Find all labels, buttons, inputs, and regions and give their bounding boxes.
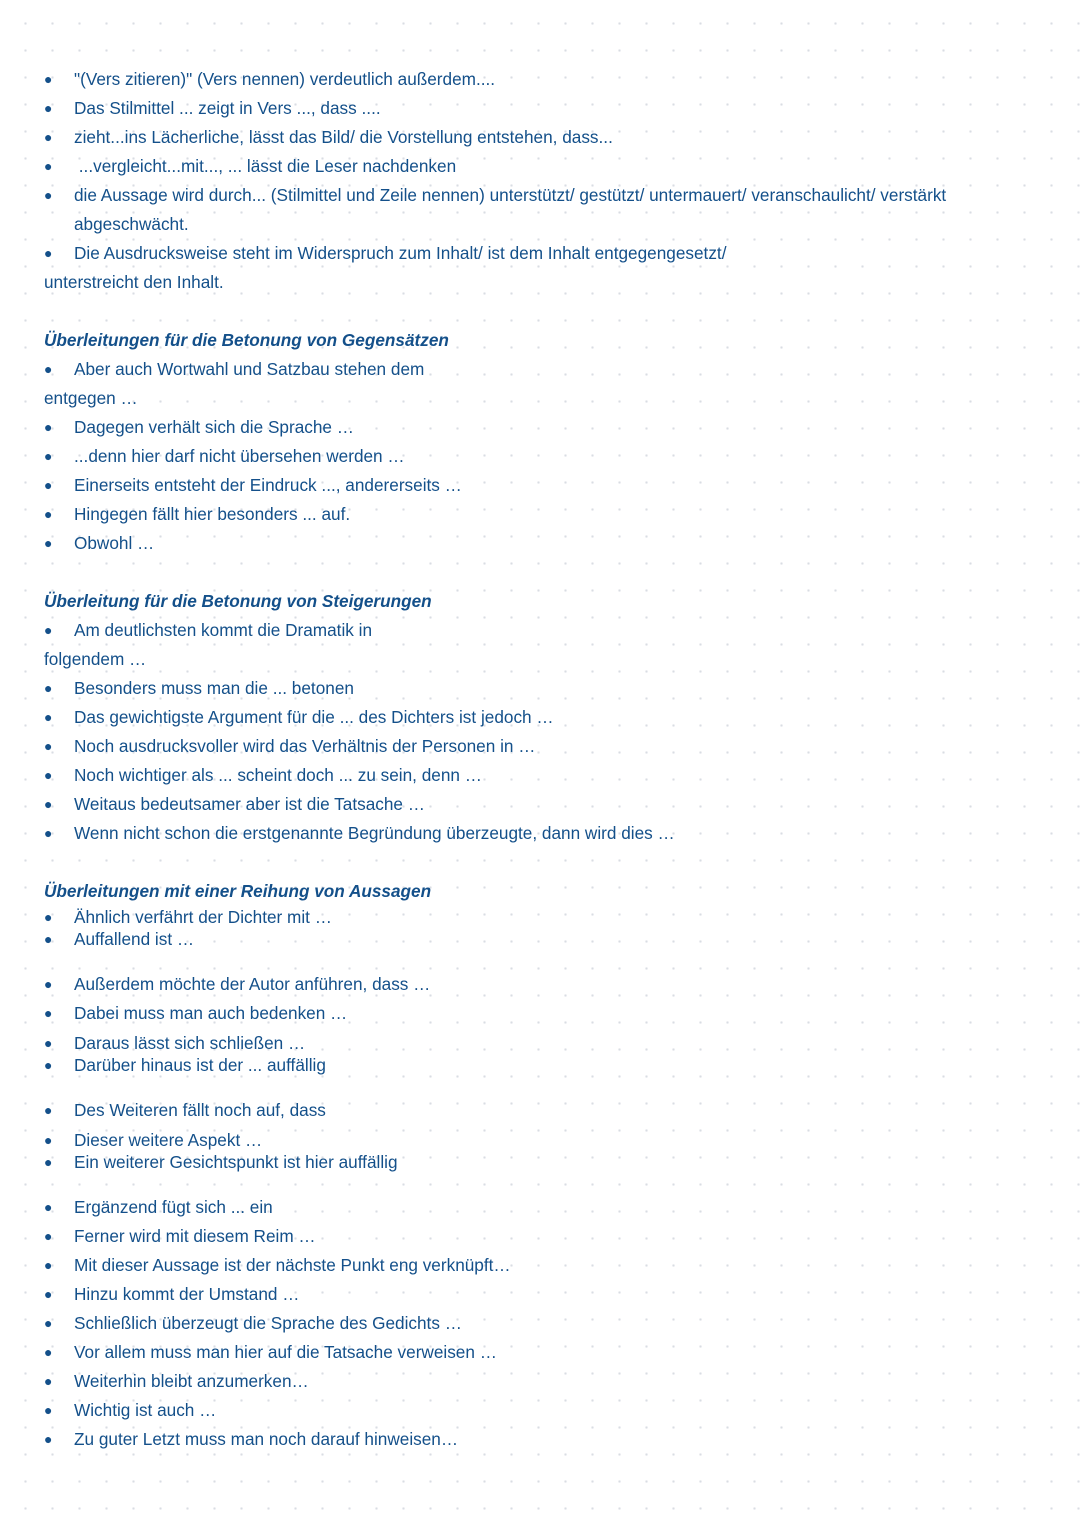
list-item — [44, 906, 1034, 928]
list-item — [44, 1425, 1034, 1454]
list-item — [44, 999, 1034, 1028]
bullet-icon: ● — [44, 71, 53, 87]
list-item-text: Obwohl … — [74, 533, 155, 553]
section-heading: Überleitungen für die Betonung von Gegensätzen — [44, 330, 449, 350]
bullet-icon: ● — [44, 361, 53, 377]
bullet-icon: ● — [44, 245, 53, 261]
list-item-text: "(Vers zitieren)" (Vers nennen) verdeutlich außerdem.... — [74, 69, 496, 89]
list-item — [44, 1054, 1034, 1076]
list-item-text: Wenn nicht schon die erstgenannte Begründung überzeugte, dann wird dies … — [74, 823, 675, 843]
intro-list — [44, 65, 1034, 297]
bullet-icon: ● — [44, 767, 53, 783]
bullet-icon: ● — [44, 1344, 53, 1360]
bullet-icon: ● — [44, 448, 53, 464]
bullet-icon: ● — [44, 1315, 53, 1331]
list-item — [44, 970, 1034, 999]
list-item — [44, 471, 1034, 500]
list-item — [44, 1096, 1034, 1125]
list-item — [44, 1309, 1034, 1338]
section-reihung — [44, 877, 1034, 1454]
bullet-icon: ● — [44, 1431, 53, 1447]
bullet-icon: ● — [44, 1154, 53, 1170]
bullet-icon: ● — [44, 1402, 53, 1418]
bullet-icon: ● — [44, 419, 53, 435]
list-item-text: Schließlich überzeugt die Sprache des Gedichts … — [74, 1313, 462, 1333]
list-item-text: Einerseits entsteht der Eindruck ..., andererseits … — [74, 475, 462, 495]
list-item-text: Aber auch Wortwahl und Satzbau stehen dem — [74, 359, 425, 379]
bullet-icon: ● — [44, 100, 53, 116]
list-item-text: Außerdem möchte der Autor anführen, dass … — [74, 974, 431, 994]
list-item-text: Besonders muss man die ... betonen — [74, 678, 354, 698]
bullet-icon: ● — [44, 825, 53, 841]
bullet-icon: ● — [44, 680, 53, 696]
bullet-icon: ● — [44, 1102, 53, 1118]
list-item — [44, 674, 1034, 703]
list-continuation: entgegen … — [44, 388, 138, 408]
bullet-icon: ● — [44, 1373, 53, 1389]
list-item — [44, 1396, 1034, 1425]
list-item-text: Ferner wird mit diesem Reim … — [74, 1226, 316, 1246]
list-item — [44, 732, 1034, 761]
section-heading: Überleitungen mit einer Reihung von Aussagen — [44, 881, 432, 901]
bullet-icon: ● — [44, 187, 53, 203]
list-item — [44, 1251, 1034, 1280]
bullet-icon: ● — [44, 709, 53, 725]
list-item-text: Daraus lässt sich schließen … — [74, 1033, 306, 1053]
bullet-icon: ● — [44, 1257, 53, 1273]
list-item-text: Wichtig ist auch … — [74, 1400, 217, 1420]
bullet-icon: ● — [44, 1005, 53, 1021]
list-item — [44, 123, 1034, 152]
list-item — [44, 1280, 1034, 1309]
list-item-text: die Aussage wird durch... (Stilmittel und Zeile nennen) unterstützt/ gestützt/ untermauert/ veranschaulicht/ verstärkt abgeschwächt. — [74, 185, 947, 234]
bullet-icon: ● — [44, 1132, 53, 1148]
list-item-text: Noch wichtiger als ... scheint doch ... zu sein, denn … — [74, 765, 482, 785]
list-item-text: Ein weiterer Gesichtspunkt ist hier auffällig — [74, 1152, 398, 1172]
section-steigerungen — [44, 587, 1034, 848]
list-item — [44, 761, 1034, 790]
list-item — [44, 790, 1034, 819]
list-item — [44, 1032, 1034, 1054]
list-item — [44, 928, 1034, 950]
bullet-icon: ● — [44, 738, 53, 754]
bullet-icon: ● — [44, 1057, 53, 1073]
list-item — [44, 413, 1034, 442]
list-item-text: ...vergleicht...mit..., ... lässt die Leser nachdenken — [74, 156, 457, 176]
list-item-text: Dieser weitere Aspekt … — [74, 1130, 263, 1150]
list-item-text: ...denn hier darf nicht übersehen werden … — [74, 446, 405, 466]
list-item — [44, 65, 1034, 94]
list-item — [44, 1367, 1034, 1396]
list-item-text: Hinzu kommt der Umstand … — [74, 1284, 300, 1304]
list-item — [44, 442, 1034, 471]
list-item — [44, 500, 1034, 529]
list-item-text: Ergänzend fügt sich ... ein — [74, 1197, 273, 1217]
bullet-icon: ● — [44, 1228, 53, 1244]
bullet-icon: ● — [44, 1286, 53, 1302]
list-item-text: Zu guter Letzt muss man noch darauf hinweisen… — [74, 1429, 459, 1449]
list-item — [44, 181, 1034, 239]
bullet-icon: ● — [44, 506, 53, 522]
list-item-text: Hingegen fällt hier besonders ... auf. — [74, 504, 351, 524]
list-item-text: Darüber hinaus ist der ... auffällig — [74, 1055, 326, 1075]
list-item — [44, 529, 1034, 558]
list-item-text: zieht...ins Lächerliche, lässt das Bild/ die Vorstellung entstehen, dass... — [74, 127, 613, 147]
list-item — [44, 355, 1034, 384]
bullet-icon: ● — [44, 931, 53, 947]
list-item-text: Vor allem muss man hier auf die Tatsache verweisen … — [74, 1342, 497, 1362]
list-item — [44, 1193, 1034, 1222]
list-item — [44, 1338, 1034, 1367]
list-item-text: Des Weiteren fällt noch auf, dass — [74, 1100, 326, 1120]
list-item-text: Noch ausdrucksvoller wird das Verhältnis der Personen in … — [74, 736, 536, 756]
bullet-icon: ● — [44, 129, 53, 145]
list-item — [44, 1222, 1034, 1251]
bullet-icon: ● — [44, 535, 53, 551]
section-heading: Überleitung für die Betonung von Steigerungen — [44, 591, 432, 611]
list-continuation: folgendem … — [44, 649, 147, 669]
list-item-text: Dagegen verhält sich die Sprache … — [74, 417, 354, 437]
bullet-icon: ● — [44, 909, 53, 925]
list-item-text: Mit dieser Aussage ist der nächste Punkt eng verknüpft… — [74, 1255, 511, 1275]
list-item-text: Weitaus bedeutsamer aber ist die Tatsache … — [74, 794, 425, 814]
bullet-icon: ● — [44, 477, 53, 493]
list-item-text: Das Stilmittel ... zeigt in Vers ..., dass .... — [74, 98, 381, 118]
bullet-icon: ● — [44, 1199, 53, 1215]
list-item-text: Auffallend ist … — [74, 929, 195, 949]
list-item — [44, 819, 1034, 848]
bullet-icon: ● — [44, 158, 53, 174]
list-item — [44, 1129, 1034, 1151]
list-item — [44, 703, 1034, 732]
list-item — [44, 1151, 1034, 1173]
list-item — [44, 239, 1034, 268]
list-item-text: Dabei muss man auch bedenken … — [74, 1003, 348, 1023]
list-item-text: Das gewichtigste Argument für die ... des Dichters ist jedoch … — [74, 707, 554, 727]
list-item-text: Am deutlichsten kommt die Dramatik in — [74, 620, 373, 640]
list-item — [44, 152, 1034, 181]
list-continuation: unterstreicht den Inhalt. — [44, 272, 224, 292]
bullet-icon: ● — [44, 1035, 53, 1051]
list-item — [44, 616, 1034, 645]
list-item-text: Die Ausdrucksweise steht im Widerspruch zum Inhalt/ ist dem Inhalt entgegengesetzt/ — [74, 243, 727, 263]
list-item-text: Weiterhin bleibt anzumerken… — [74, 1371, 309, 1391]
bullet-icon: ● — [44, 796, 53, 812]
list-item-text: Ähnlich verfährt der Dichter mit … — [74, 907, 332, 927]
list-item — [44, 94, 1034, 123]
bullet-icon: ● — [44, 622, 53, 638]
bullet-icon: ● — [44, 976, 53, 992]
section-gegensaetze — [44, 326, 1034, 558]
